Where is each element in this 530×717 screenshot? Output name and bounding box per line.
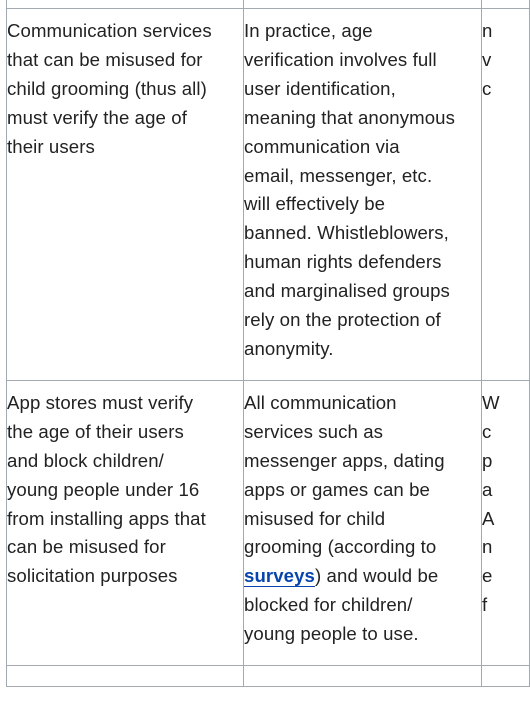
clipped-text: n v c [482,20,493,99]
consequence-text-after: ) and would be blocked for children/ young people to use. [244,565,439,645]
table-row [7,9,530,381]
table-cell-clipped [482,380,530,665]
measure-text: App stores must verify the age of their users and block children/ young people under 16 from installing apps that can be misused for solicitation purposes [7,391,206,587]
measure-text: Communication services that can be misused for child grooming (thus all) must verify the age of their users [7,20,212,157]
table-cell-consequence [244,380,482,665]
clipped-text: W c p a A n e f [482,391,500,616]
table-cell [244,666,482,687]
table-row-partial-bottom [7,666,530,687]
consequence-text [244,381,481,665]
table-cell-consequence [244,9,482,381]
consequence-text: In practice, age verification involves full user identification, meaning that anonymous communication via email, messenger, etc. will effectively be banned. Whistleblowers, human rights defenders and marginalised groups rely on the protection of anonymity. [244,20,455,359]
table-cell-measure [7,9,244,381]
consequence-text-before: All communication services such as messenger apps, dating apps or games can be misused for child grooming (according to [244,391,445,558]
table-row-partial-top [7,0,530,9]
table-cell [7,666,244,687]
policy-table [6,0,530,687]
table-cell [482,0,530,9]
table-cell-clipped [482,9,530,381]
table-cell [7,0,244,9]
surveys-link[interactable]: surveys [244,565,315,587]
table-row [7,380,530,665]
table-cell [244,0,482,9]
table-cell-measure [7,380,244,665]
table-cell [482,666,530,687]
